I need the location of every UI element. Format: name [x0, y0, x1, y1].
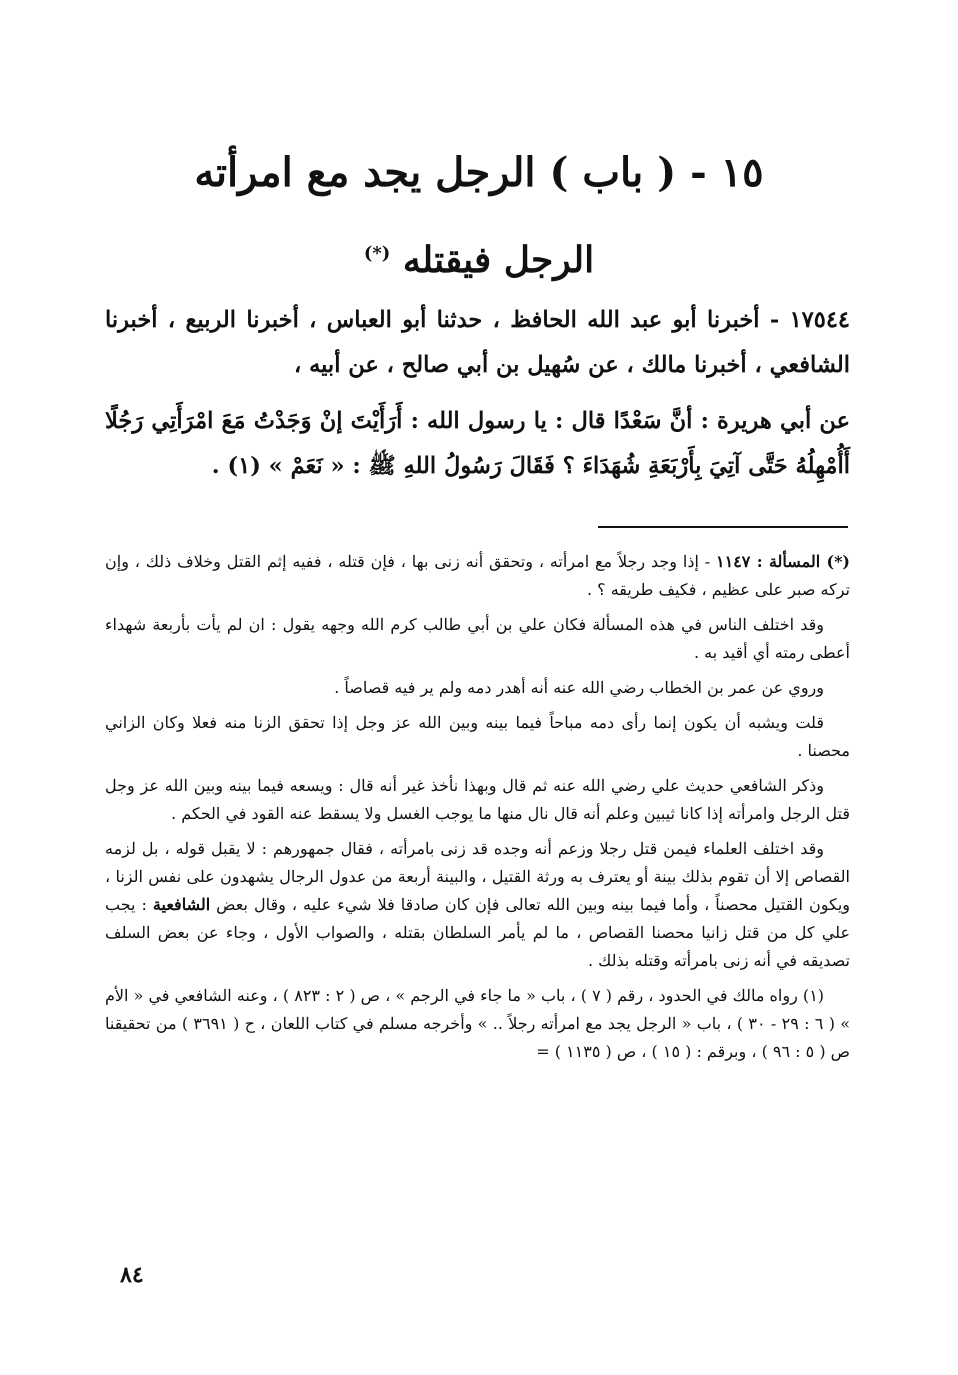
footnote-text: : يجب علي كل من قتل زانيا محصنا القصاص ، ما لم يأمر السلطان بقتله ، والصواب الأول ، وجاء عن بعض السلف تصديقه في أنه زنى بامرأته وقتله بذلك . [105, 895, 850, 970]
footnotes [105, 548, 850, 1073]
footnote-paragraph: وقد اختلف الناس في هذه المسألة فكان علي بن أبي طالب كرم الله وجهه يقول : ان لم يأت بأربعة شهداء أعطى رمته أي أقيد به . [105, 615, 850, 662]
page-number: ٨٤ [120, 1262, 144, 1288]
footnote-issue-label: (*) المسألة : ١١٤٧ [716, 552, 851, 571]
footnote-marker: (*) [363, 243, 391, 264]
footnote-paragraph: وذكر الشافعي حديث علي رضي الله عنه ثم قال وبهذا نأخذ غير أنه قال : ويسعه فيما بينه وبين الله عز وجل قتل الرجل وامرأته إذا كانا ثيبين وعلم أنه قال نال منها ما يوجب الغسل ولا يسقط عنه القود في الحكم . [105, 776, 850, 823]
chapter-title: ١٥ - ( باب ) الرجل يجد مع امرأته [194, 149, 764, 196]
hadith-isnad: ١٧٥٤٤ - أخبرنا أبو عبد الله الحافظ ، حدثنا أبو العباس ، أخبرنا الربيع ، أخبرنا الشافعي ، أخبرنا مالك ، عن سُهيل بن أبي صالح ، عن أبيه ، [105, 307, 850, 378]
hadith-matn: عن أبي هريرة : أنَّ سَعْدًا قال : يا رسول الله : أَرَأَيْتَ إنْ وَجَدْتُ مَعَ امْرَأَتِي رَجُلًا أَأُمْهِلُهُ حَتَّى آتِيَ بِأَرْبَعَةِ شُهَدَاءَ ؟ فَقَالَ رَسُولُ اللهِ ﷺ : « نَعَمْ » (١) . [105, 408, 850, 479]
footnote-paragraph: وروي عن عمر بن الخطاب رضي الله عنه أنه أهدر دمه ولم ير فيه قصاصاً . [334, 678, 824, 697]
chapter-subtitle-text: الرجل فيقتله [402, 239, 595, 281]
footnote-paragraph [105, 835, 850, 975]
footnote-separator [598, 526, 848, 528]
footnote-text: وقد اختلف العلماء فيمن قتل رجلا وزعم أنه وجده قد زنى بامرأته ، فقال جمهورهم : لا يقبل قوله ، بل لزمه القصاص إلا أن تقوم بذلك بينة أو يعترف به ورثة القتيل ، والبينة أربعة من عدول الرجال يشهدون على نفس الزنا ، ويكون القتيل محصناً ، وأما فيما بينه وبين الله تعالى فإن كان صادقا فلا شيء عليه ، وقال بعض [105, 839, 851, 914]
hadith-text [105, 298, 850, 489]
footnote-reference: (١) رواه مالك في الحدود ، رقم ( ٧ ) ، باب « ما جاء في الرجم » ، ص ( ٢ : ٨٢٣ ) ، وعنه الشافعي في « الأم » ( ٦ : ٢٩ - ٣٠ ) ، باب « الرجل يجد مع امرأته رجلاً .. » وأخرجه مسلم في كتاب اللعان ، ح ( ٣٦٩١ ) من تحقيقنا ص ( ٥ : ٩٦ ) ، وبرقم : ( ١٥ ) ، ص ( ١١٣٥ ) = [105, 986, 851, 1061]
footnote-paragraph: قلت ويشبه أن يكون إنما رأى دمه مباحاً فيما بينه وبين الله عز وجل إذا تحقق الزنا منه فعلا وكان الزاني محصنا . [105, 713, 850, 760]
footnote-issue [105, 548, 850, 604]
footnote-issue-text: - إذا وجد رجلاً مع امرأته ، وتحقق أنه زنى بها ، فإن قتله ، ففيه إثم القتل وخلاف ذلك ، وإن تركه صبر على عظيم ، فكيف طريقه ؟ . [105, 552, 850, 599]
footnote-bold-term: الشافعية [152, 895, 211, 914]
chapter-subtitle [0, 228, 958, 286]
